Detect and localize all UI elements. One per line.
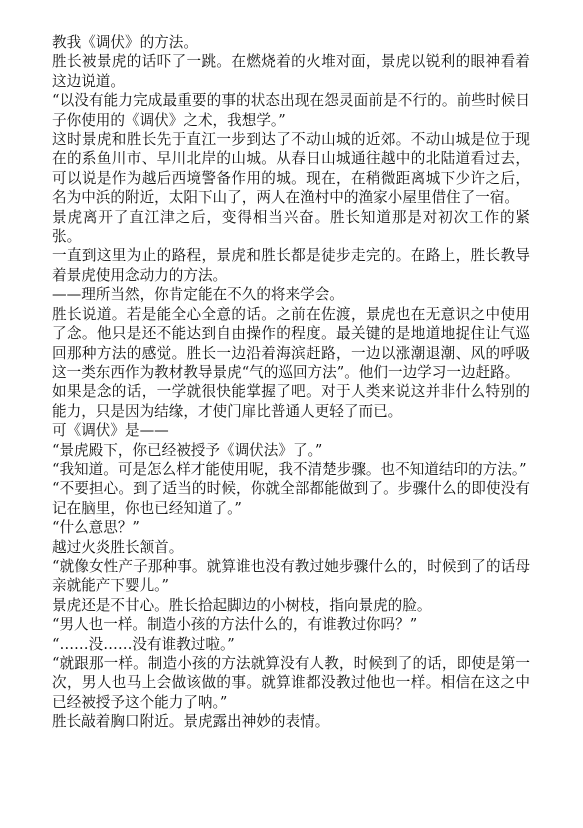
paragraph: “就像女性产子那种事。就算谁也没有教过她步骤什么的，时候到了的话母亲就能产下婴儿。” [52, 557, 530, 595]
paragraph: 教我《调伏》的方法。 [52, 34, 198, 51]
paragraph: “……没……没有谁教过啦。” [52, 635, 235, 653]
paragraph: “以没有能力完成最重要的事的状态出现在怨灵面前是不行的。前些时候日子你使用的《调伏》之术，我想学。” [52, 92, 530, 129]
paragraph: “就跟那一样。制造小孩的方法就算没有人教，时候到了的话，即使是第一次，男人也马上会做该做的事。就算谁都没教过他也一样。相信在这之中已经被授予这个能力了呐。” [52, 655, 530, 711]
document-body [52, 33, 530, 732]
paragraph: 胜长说道。若是能全心全意的话。之前在佐渡，景虎也在无意识之中使用了念。他只是还不能达到自由操作的程度。最关键的是地道地捉住让气巡回那种方法的感觉。胜长一边沿着海滨赶路，一边以涨潮退潮、风的呼吸这一类东西作为教材教导景虎“气的巡回方法”。他们一边学习一边赶路。 [52, 305, 530, 381]
paragraph: 这时景虎和胜长先于直江一步到达了不动山城的近郊。不动山城是位于现在的系鱼川市、早川北岸的山城。从春日山城通往越中的北陆道看过去，可以说是作为越后西境警备作用的城。现在，在稍微距离城下少许之后，名为中浜的附近，太阳下山了，两人在渔村中的渔家小屋里借住了一宿。 [52, 131, 530, 207]
paragraph: ——理所当然，你肯定能在不久的将来学会。 [52, 286, 344, 304]
paragraph: 景虎离开了直江津之后，变得相当兴奋。胜长知道那是对初次工作的紧张。 [52, 208, 530, 246]
paragraph: 一直到这里为止的路程，景虎和胜长都是徒步走完的。在路上，胜长教导着景虎使用念动力的方法。 [52, 247, 530, 284]
paragraph: “景虎殿下，你已经被授予《调伏法》了。” [52, 441, 323, 459]
paragraph: 胜长敲着胸口附近。景虎露出神妙的表情。 [52, 713, 330, 731]
paragraph: “什么意思？” [52, 519, 140, 537]
paragraph: 如果是念的话，一学就很快能掌握了吧。对于人类来说这并非什么特别的能力，只是因为结缘，才使门扉比普通人更轻了而已。 [52, 383, 530, 420]
paragraph: 可《调伏》是—— [52, 422, 169, 440]
paragraph: 越过火炎胜长颔首。 [52, 538, 184, 556]
paragraph: 胜长被景虎的话吓了一跳。在燃烧着的火堆对面，景虎以锐利的眼神看着这边说道。 [52, 53, 530, 90]
paragraph: 景虎还是不甘心。胜长拾起脚边的小树枝，指向景虎的脸。 [52, 596, 432, 614]
paragraph: “男人也一样。制造小孩的方法什么的，有谁教过你吗？” [52, 616, 418, 634]
paragraph: “我知道。可是怎么样才能使用呢，我不清楚步骤。也不知道结印的方法。” [52, 460, 527, 478]
paragraph: “不要担心。到了适当的时候，你就全部都能做到了。步骤什么的即使没有记在脑里，你也已经知道了。” [52, 480, 530, 517]
